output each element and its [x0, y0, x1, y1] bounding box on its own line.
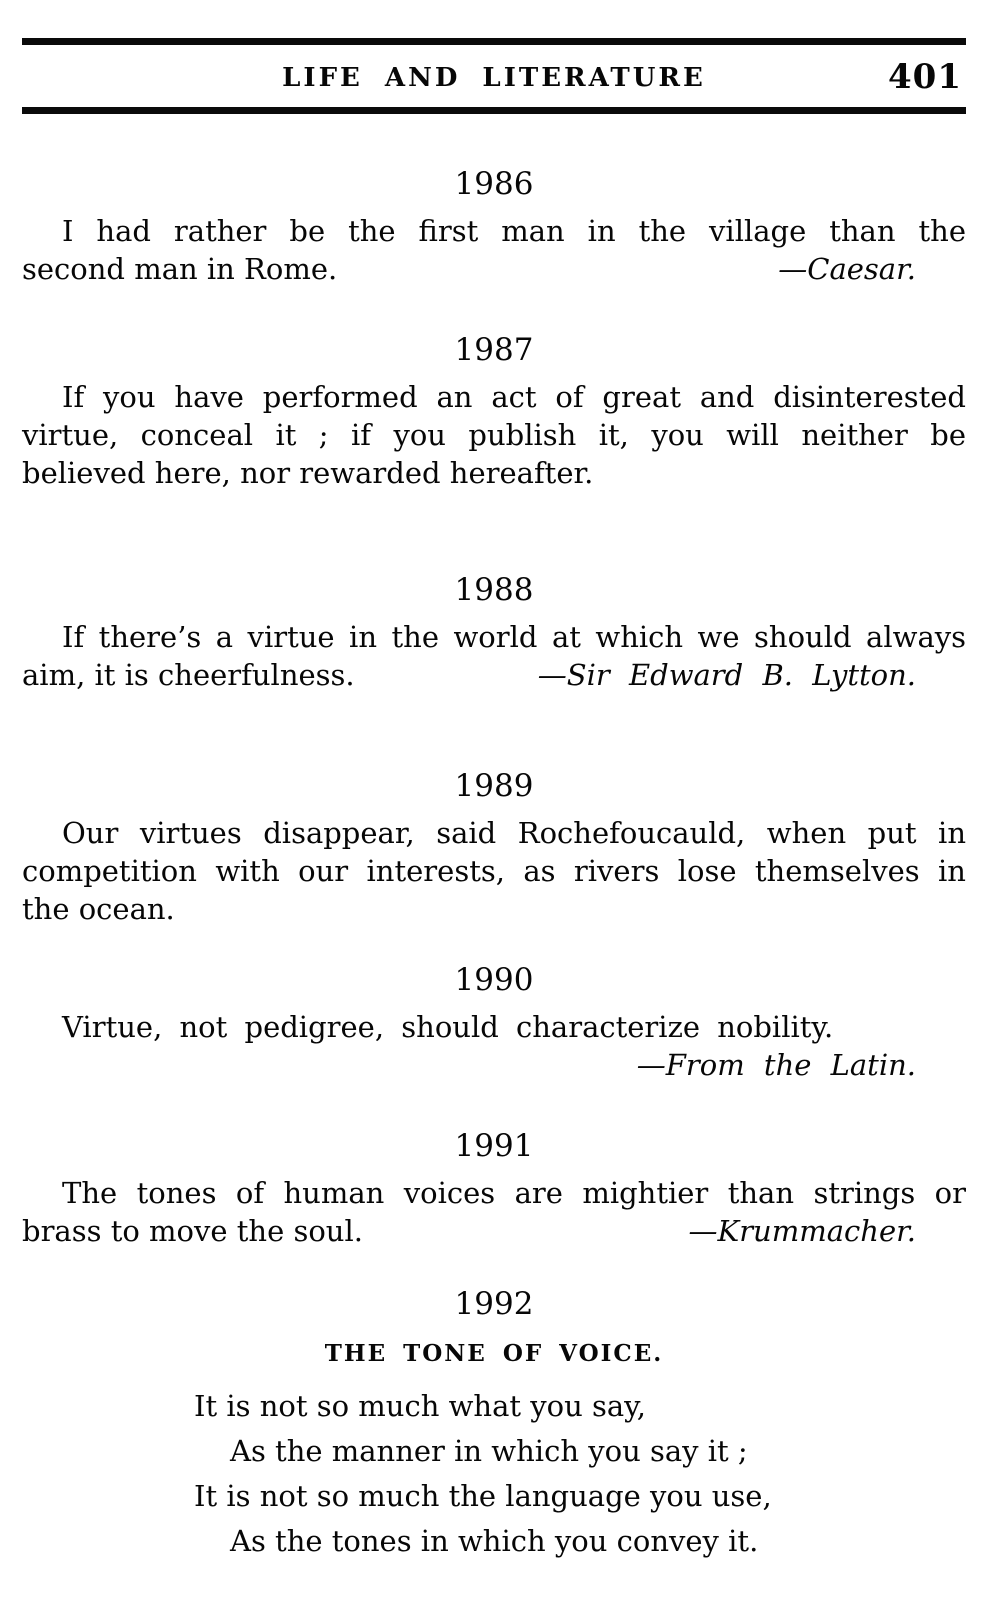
quote-body	[22, 814, 966, 928]
quote-number: 1986	[454, 166, 534, 202]
quote-entry-1991	[22, 1126, 966, 1250]
quote-last-line	[22, 656, 966, 694]
quote-last-line	[22, 250, 966, 288]
quote-entry-1990	[22, 960, 966, 1084]
quote-number: 1987	[454, 332, 534, 368]
quote-number: 1990	[454, 962, 534, 998]
quote-line: the ocean.	[22, 892, 175, 926]
quote-entry-1989	[22, 766, 966, 928]
quote-attribution: —Caesar.	[778, 252, 916, 286]
quote-line: aim, it is cheerfulness.	[22, 658, 355, 692]
running-head-title: LIFE AND LITERATURE	[282, 63, 706, 93]
quote-line: second man in Rome.	[22, 252, 338, 286]
quote-number: 1989	[454, 768, 534, 804]
quote-body	[22, 212, 966, 288]
quote-line: If you have performed an act of great and disinterested	[62, 380, 966, 414]
quote-line: I had rather be the first man in the village than the	[62, 214, 966, 248]
quote-number: 1988	[454, 572, 534, 608]
poem-line: It is not so much the language you use,	[194, 1479, 772, 1513]
quote-entry-1992	[22, 1284, 966, 1564]
quote-last-line	[22, 1212, 966, 1250]
quote-entry-1987	[22, 330, 966, 492]
poem-line: It is not so much what you say,	[194, 1389, 646, 1423]
quote-line: The tones of human voices are mightier than strings or	[62, 1176, 966, 1210]
quote-attribution: —From the Latin.	[636, 1048, 916, 1082]
header-rule-top	[22, 38, 966, 45]
quote-body	[22, 618, 966, 694]
poem-title: THE TONE OF VOICE.	[324, 1340, 664, 1367]
quote-line: If there’s a virtue in the world at which we should always	[62, 620, 966, 654]
quote-body	[22, 378, 966, 492]
quote-number: 1991	[454, 1128, 534, 1164]
header-rule-bottom	[22, 107, 966, 114]
quote-body	[22, 1174, 966, 1250]
quote-entry-1986	[22, 164, 966, 288]
quote-line: Virtue, not pedigree, should characterize nobility.	[62, 1010, 834, 1044]
quote-attribution: —Sir Edward B. Lytton.	[537, 658, 916, 692]
quote-line: virtue, conceal it ; if you publish it, you will neither be	[22, 418, 966, 452]
page-header	[22, 55, 966, 107]
poem	[22, 1384, 966, 1564]
quote-line: competition with our interests, as rivers lose themselves in	[22, 854, 966, 888]
quote-number: 1992	[454, 1286, 534, 1322]
quote-entry-1988	[22, 570, 966, 694]
quote-attribution: —Krummacher.	[688, 1214, 916, 1248]
quote-line: believed here, nor rewarded hereafter.	[22, 456, 594, 490]
book-page	[0, 38, 1000, 1608]
page-number: 401	[888, 57, 962, 97]
poem-line: As the manner in which you say it ;	[230, 1434, 748, 1468]
quote-line: brass to move the soul.	[22, 1214, 363, 1248]
poem-line: As the tones in which you convey it.	[230, 1524, 759, 1558]
quote-line: Our virtues disappear, said Rochefoucauld, when put in	[62, 816, 966, 850]
quote-body	[22, 1008, 966, 1084]
